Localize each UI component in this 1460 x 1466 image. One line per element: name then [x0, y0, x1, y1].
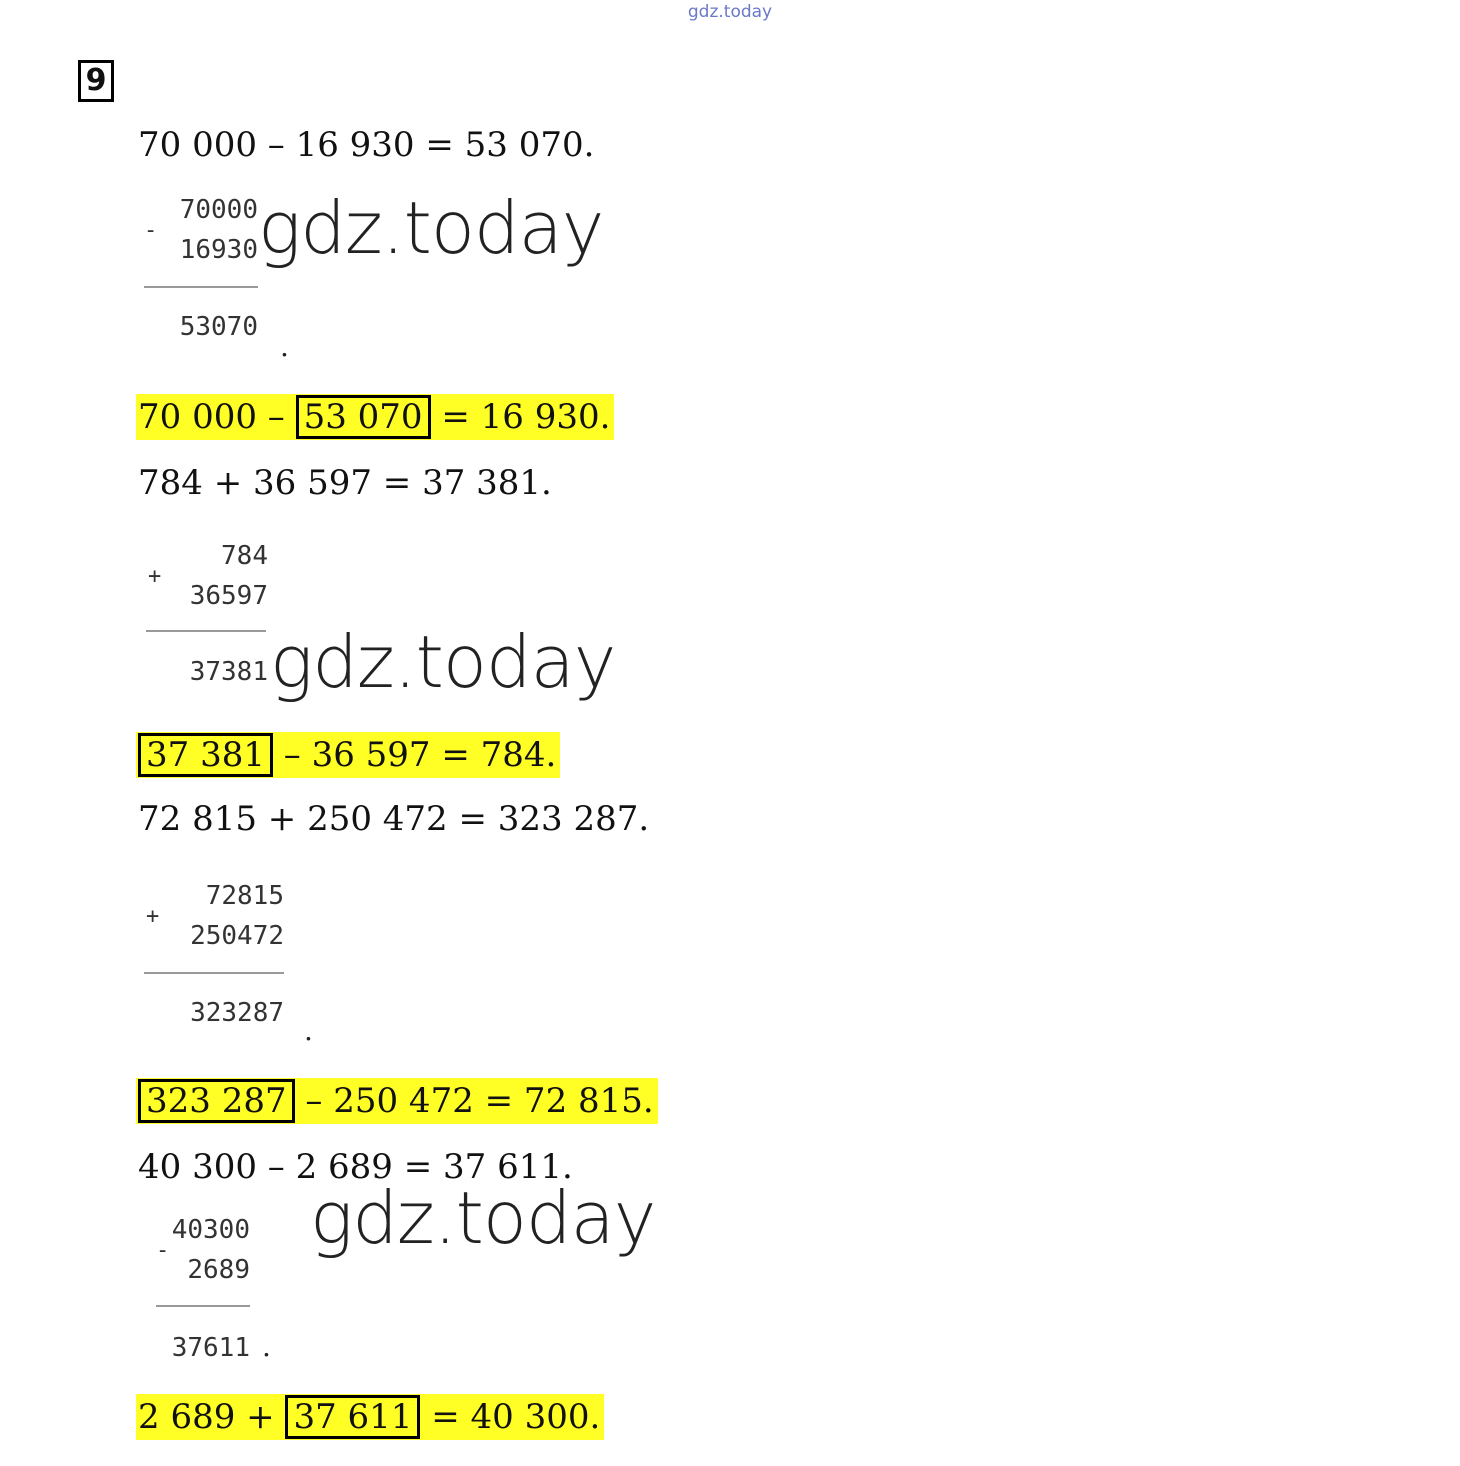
check-equation — [136, 732, 560, 778]
equation: 40 300 – 2 689 = 37 611. — [138, 1147, 573, 1187]
column-top-number: 70000 — [179, 195, 258, 225]
watermark-text: gdz.today — [270, 620, 616, 704]
task-number: 9 — [78, 60, 114, 102]
period: . — [280, 330, 289, 363]
check-right: – 36 597 = 784. — [283, 735, 557, 775]
period: . — [262, 1330, 271, 1363]
operator-sign: + — [148, 564, 162, 589]
check-right: – 250 472 = 72 815. — [305, 1081, 654, 1121]
column-result: 53070 — [179, 312, 258, 342]
column-rule — [144, 972, 284, 974]
column-top-number: 72815 — [205, 881, 284, 911]
column-rule — [146, 630, 266, 632]
column-top-number: 784 — [221, 541, 268, 571]
check-equation — [136, 394, 614, 440]
column-bottom-number: 36597 — [189, 581, 268, 611]
column-result: 37381 — [189, 657, 268, 687]
column-rule — [144, 286, 258, 288]
operator-sign: - — [156, 1238, 170, 1263]
boxed-answer: 37 611 — [285, 1395, 420, 1439]
equation: 784 + 36 597 = 37 381. — [138, 463, 552, 503]
boxed-answer: 323 287 — [138, 1079, 295, 1123]
watermark-text: gdz.today — [258, 186, 604, 270]
column-rule — [156, 1305, 250, 1307]
boxed-answer: 53 070 — [296, 395, 431, 439]
check-left: 70 000 – — [138, 397, 285, 437]
column-result: 37611 — [171, 1333, 250, 1363]
boxed-answer: 37 381 — [138, 733, 273, 777]
check-right: = 40 300. — [431, 1397, 601, 1437]
period: . — [304, 1014, 313, 1047]
column-bottom-number: 250472 — [190, 921, 284, 951]
column-bottom-number: 2689 — [187, 1255, 250, 1285]
watermark-text: gdz.today — [310, 1176, 656, 1260]
operator-sign: - — [144, 218, 158, 243]
column-result: 323287 — [190, 998, 284, 1028]
equation: 70 000 – 16 930 = 53 070. — [138, 125, 595, 165]
operator-sign: + — [146, 904, 160, 929]
column-bottom-number: 16930 — [179, 235, 258, 265]
check-equation — [136, 1394, 604, 1440]
column-top-number: 40300 — [171, 1215, 250, 1245]
check-equation — [136, 1078, 658, 1124]
check-right: = 16 930. — [441, 397, 611, 437]
equation: 72 815 + 250 472 = 323 287. — [138, 799, 650, 839]
check-left: 2 689 + — [138, 1397, 275, 1437]
site-watermark: gdz.today — [687, 2, 773, 22]
